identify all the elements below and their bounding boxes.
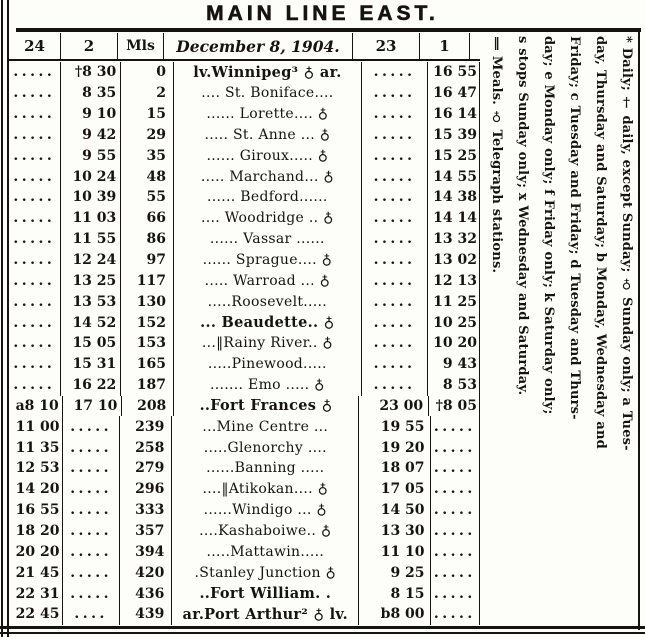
time-cell-train-23: .....: [362, 270, 429, 291]
table-row: [9, 208, 480, 229]
miles-cell: 394: [120, 541, 173, 562]
time-cell-train-24: .....: [9, 208, 61, 229]
time-cell-train-2: ....: [63, 604, 119, 625]
time-cell-train-1: .....: [431, 604, 480, 625]
time-cell-train-23: .....: [362, 145, 429, 166]
time-cell-train-1: .....: [431, 437, 480, 458]
time-cell-train-23: 17 05: [359, 479, 430, 500]
miles-cell: 130: [121, 291, 174, 312]
time-cell-train-24: .....: [9, 125, 61, 146]
time-cell-train-1: .....: [431, 479, 480, 500]
column-header-train-2: 2: [61, 33, 118, 59]
time-cell-train-1: .....: [431, 521, 480, 542]
time-cell-train-1: 12 13: [428, 270, 480, 291]
footnote-line: Friday; c Tuesday and Friday; d Tuesday and Thurs-: [567, 36, 582, 420]
miles-cell: 2: [121, 83, 174, 104]
miles-cell: 357: [120, 521, 173, 542]
footnotes: [482, 36, 639, 624]
table-row: [9, 187, 480, 208]
miles-cell: 296: [120, 479, 173, 500]
time-cell-train-23: .....: [362, 83, 429, 104]
time-cell-train-1: 14 55: [428, 166, 480, 187]
time-cell-train-23: .....: [362, 104, 429, 125]
time-cell-train-24: 18 20: [9, 521, 63, 542]
station-cell: ... Beaudette.. ♁: [174, 312, 362, 333]
time-cell-train-2: †8 30: [61, 62, 122, 83]
time-cell-train-1: .....: [431, 541, 480, 562]
table-row: [9, 229, 480, 250]
time-cell-train-23: .....: [362, 125, 429, 146]
page-title: MAIN LINE EAST.: [206, 2, 439, 25]
time-cell-train-1: .....: [431, 416, 480, 437]
time-cell-train-2: 11 03: [61, 208, 122, 229]
bottom-rule-inner: [0, 632, 645, 634]
station-cell: ..... St. Anne ... ♁: [174, 125, 362, 146]
left-border-outer: [1, 0, 3, 637]
time-cell-train-1: 15 39: [428, 125, 480, 146]
time-cell-train-1: 9 43: [428, 354, 480, 375]
table-row: [9, 521, 480, 542]
time-cell-train-2: 15 05: [61, 333, 122, 354]
table-row: [9, 604, 480, 625]
time-cell-train-23: 8 15: [359, 583, 430, 604]
time-cell-train-24: 11 35: [9, 437, 63, 458]
time-cell-train-23: .....: [362, 166, 429, 187]
time-cell-train-2: 17 10: [63, 396, 123, 417]
table-row: [9, 479, 480, 500]
station-cell: ......Windigo ... ♁: [172, 500, 359, 521]
time-cell-train-2: .....: [63, 479, 119, 500]
time-cell-train-23: 14 50: [359, 500, 430, 521]
table-row: [9, 291, 480, 312]
time-cell-train-2: 13 25: [61, 270, 122, 291]
time-cell-train-23: .....: [362, 250, 429, 271]
time-cell-train-2: 12 24: [61, 250, 122, 271]
time-cell-train-24: .....: [9, 250, 61, 271]
time-cell-train-2: 10 39: [61, 187, 122, 208]
time-cell-train-24: .....: [9, 312, 61, 333]
station-cell: .....Mattawin.....: [172, 541, 359, 562]
time-cell-train-23: .....: [362, 291, 429, 312]
miles-cell: 208: [122, 396, 174, 417]
miles-cell: 420: [120, 562, 173, 583]
bottom-rule-outer: [0, 626, 645, 629]
time-cell-train-2: .....: [63, 416, 119, 437]
time-cell-train-23: 19 55: [359, 416, 430, 437]
miles-cell: 55: [121, 187, 174, 208]
miles-cell: 152: [121, 312, 174, 333]
time-cell-train-2: .....: [63, 500, 119, 521]
miles-cell: 97: [121, 250, 174, 271]
time-cell-train-23: .....: [362, 229, 429, 250]
miles-cell: 86: [121, 229, 174, 250]
time-cell-train-2: 8 35: [61, 83, 122, 104]
time-cell-train-23: 19 20: [359, 437, 430, 458]
column-header-train-1: 1: [420, 33, 470, 59]
time-cell-train-23: 11 10: [359, 541, 430, 562]
time-cell-train-24: 22 45: [9, 604, 63, 625]
time-cell-train-23: 9 25: [359, 562, 430, 583]
column-header-date: December 8, 1904.: [164, 33, 353, 59]
time-cell-train-2: 13 53: [61, 291, 122, 312]
time-cell-train-1: 13 32: [428, 229, 480, 250]
time-cell-train-24: .....: [9, 291, 61, 312]
footnote-line: day, Thursday and Saturday; b Monday, Wednesday and: [593, 36, 608, 449]
time-cell-train-1: .....: [431, 458, 480, 479]
footnote-line: ‖ Meals. ♁ Telegraph stations.: [489, 36, 504, 274]
time-cell-train-1: .....: [431, 562, 480, 583]
station-cell: ...... Bedford......: [174, 187, 362, 208]
time-cell-train-23: 18 07: [359, 458, 430, 479]
time-cell-train-24: .....: [9, 229, 61, 250]
time-cell-train-23: b8 00: [359, 604, 430, 625]
table-row: [9, 375, 480, 396]
time-cell-train-24: .....: [9, 354, 61, 375]
time-cell-train-23: .....: [362, 187, 429, 208]
station-cell: ....... Emo ..... ♁: [174, 375, 362, 396]
time-cell-train-2: .....: [63, 437, 119, 458]
time-cell-train-24: 11 00: [9, 416, 63, 437]
time-cell-train-24: 16 55: [9, 500, 63, 521]
time-cell-train-1: 8 53: [428, 375, 480, 396]
table-row: [9, 270, 480, 291]
time-cell-train-24: 21 45: [9, 562, 63, 583]
miles-cell: 153: [121, 333, 174, 354]
footnote-line: * Daily; † daily, except Sunday; ♁ Sunday only; a Tues-: [619, 36, 634, 451]
time-cell-train-2: 9 42: [61, 125, 122, 146]
time-cell-train-23: .....: [362, 62, 429, 83]
time-cell-train-24: a8 10: [9, 396, 63, 417]
table-row: [9, 437, 480, 458]
table-header: [9, 33, 480, 61]
time-cell-train-2: 10 24: [61, 166, 122, 187]
time-cell-train-1: 10 20: [428, 333, 480, 354]
time-cell-train-2: 9 10: [61, 104, 122, 125]
time-cell-train-23: 13 30: [359, 521, 430, 542]
table-row: [9, 312, 480, 333]
time-cell-train-24: 20 20: [9, 541, 63, 562]
time-cell-train-24: .....: [9, 145, 61, 166]
time-cell-train-23: .....: [362, 375, 429, 396]
time-cell-train-24: .....: [9, 187, 61, 208]
miles-cell: 439: [120, 604, 173, 625]
station-cell: ..Fort Frances ♁: [174, 396, 358, 417]
table-row: [9, 541, 480, 562]
time-cell-train-24: 14 20: [9, 479, 63, 500]
time-cell-train-1: 11 25: [428, 291, 480, 312]
time-cell-train-2: .....: [63, 458, 119, 479]
table-row: [9, 416, 480, 437]
time-cell-train-23: .....: [362, 312, 429, 333]
table-row: [9, 250, 480, 271]
table-body: [9, 62, 480, 625]
station-cell: .....Roosevelt.....: [174, 291, 362, 312]
station-cell: .....Glenorchy ....: [172, 437, 359, 458]
table-row: [9, 104, 480, 125]
miles-cell: 279: [120, 458, 173, 479]
miles-cell: 117: [121, 270, 174, 291]
miles-cell: 436: [120, 583, 173, 604]
table-row: [9, 145, 480, 166]
time-cell-train-23: .....: [362, 354, 429, 375]
time-cell-train-1: 16 14: [428, 104, 480, 125]
time-cell-train-23: .....: [362, 208, 429, 229]
time-cell-train-2: 14 52: [61, 312, 122, 333]
station-cell: .... Woodridge .. ♁: [174, 208, 362, 229]
time-cell-train-1: 14 38: [428, 187, 480, 208]
footnote-line: day; e Monday only; f Friday only; k Saturday only;: [541, 36, 556, 415]
time-cell-train-24: .....: [9, 83, 61, 104]
time-cell-train-24: 12 53: [9, 458, 63, 479]
table-row: [9, 83, 480, 104]
station-cell: ...... Lorette.... ♁: [174, 104, 362, 125]
station-cell: .Stanley Junction ♁: [172, 562, 359, 583]
miles-cell: 187: [121, 375, 174, 396]
station-cell: .... St. Boniface....: [174, 83, 362, 104]
time-cell-train-2: .....: [63, 562, 119, 583]
table-row: [9, 562, 480, 583]
footnote-line: s stops Sunday only; x Wednesday and Saturday.: [515, 36, 530, 396]
time-cell-train-2: 9 55: [61, 145, 122, 166]
time-cell-train-1: .....: [431, 583, 480, 604]
time-cell-train-1: 15 25: [428, 145, 480, 166]
miles-cell: 15: [121, 104, 174, 125]
column-header-miles: Mls: [118, 33, 164, 59]
miles-cell: 239: [120, 416, 173, 437]
time-cell-train-2: .....: [63, 541, 119, 562]
time-cell-train-1: .....: [431, 500, 480, 521]
time-cell-train-1: 13 02: [428, 250, 480, 271]
miles-cell: 35: [121, 145, 174, 166]
station-cell: ...... Vassar ......: [174, 229, 362, 250]
time-cell-train-1: 10 25: [428, 312, 480, 333]
station-cell: ......Banning .....: [172, 458, 359, 479]
time-cell-train-24: 22 31: [9, 583, 63, 604]
miles-cell: 333: [120, 500, 173, 521]
time-cell-train-1: 16 55: [428, 62, 480, 83]
title-rule: [16, 28, 641, 32]
table-row: [9, 166, 480, 187]
time-cell-train-24: .....: [9, 166, 61, 187]
table-row: [9, 125, 480, 146]
miles-cell: 48: [121, 166, 174, 187]
station-cell: ...... Sprague.... ♁: [174, 250, 362, 271]
station-cell: ..Fort William. .: [172, 583, 359, 604]
table-row: [9, 396, 480, 417]
time-cell-train-23: .....: [362, 333, 429, 354]
station-cell: ar.Port Arthur² ♁ lv.: [172, 604, 359, 625]
time-cell-train-24: .....: [9, 270, 61, 291]
miles-cell: 66: [121, 208, 174, 229]
station-cell: ...Mine Centre ...: [172, 416, 359, 437]
time-cell-train-1: 16 47: [428, 83, 480, 104]
station-cell: ..... Marchand... ♁: [174, 166, 362, 187]
time-cell-train-2: 15 31: [61, 354, 122, 375]
station-cell: ....Kashaboiwe.. ♁: [172, 521, 359, 542]
station-cell: ....‖Atikokan.... ♁: [172, 479, 359, 500]
time-cell-train-24: .....: [9, 375, 61, 396]
station-cell: ...... Giroux..... ♁: [174, 145, 362, 166]
miles-cell: 29: [121, 125, 174, 146]
miles-cell: 258: [120, 437, 173, 458]
column-header-train-24: 24: [9, 33, 61, 59]
time-cell-train-2: 16 22: [61, 375, 122, 396]
table-row: [9, 458, 480, 479]
station-cell: lv.Winnipeg³ ♁ ar.: [174, 62, 362, 83]
time-cell-train-24: .....: [9, 333, 61, 354]
station-cell: .....Pinewood.....: [174, 354, 362, 375]
table-row: [9, 62, 480, 83]
time-cell-train-1: †8 05: [429, 396, 480, 417]
miles-cell: 0: [121, 62, 174, 83]
miles-cell: 165: [121, 354, 174, 375]
table-row: [9, 333, 480, 354]
table-row: [9, 354, 480, 375]
time-cell-train-24: .....: [9, 62, 61, 83]
time-cell-train-1: 14 14: [428, 208, 480, 229]
time-cell-train-23: 23 00: [359, 396, 429, 417]
time-cell-train-2: .....: [63, 521, 119, 542]
time-cell-train-24: .....: [9, 104, 61, 125]
station-cell: ..... Warroad ... ♁: [174, 270, 362, 291]
time-cell-train-2: 11 55: [61, 229, 122, 250]
table-row: [9, 583, 480, 604]
table-row: [9, 500, 480, 521]
column-header-train-23: 23: [353, 33, 420, 59]
time-cell-train-2: .....: [63, 583, 119, 604]
station-cell: ...‖Rainy River.. ♁: [174, 333, 362, 354]
